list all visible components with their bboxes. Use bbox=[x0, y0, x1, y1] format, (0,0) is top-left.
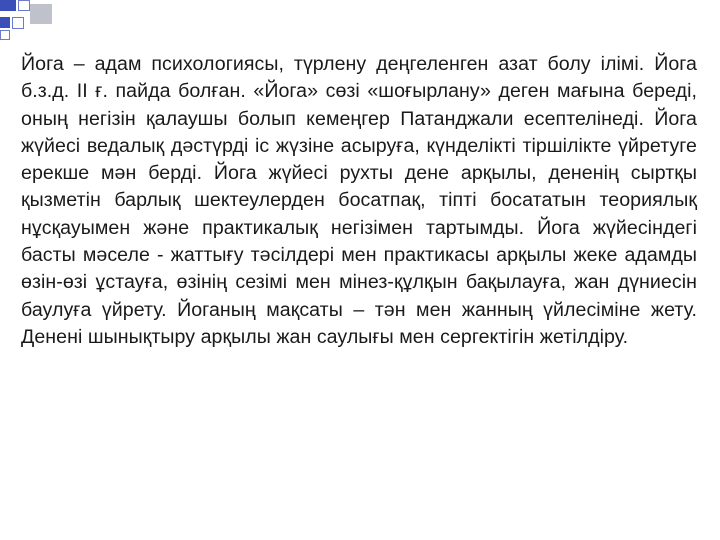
outline-square-decoration bbox=[18, 0, 30, 11]
outline-square-decoration bbox=[12, 17, 24, 29]
filled-square-decoration bbox=[0, 17, 10, 28]
slide-body-text: Йога – адам психологиясы, түрлену деңгеленген азат болу ілімі. Йога б.з.д. ІІ ғ. пайда болған. «Йога» сөзі «шоғырлану» деген мағына береді, оның негізін қалаушы болып кемеңгер Патанджали есептелінеді. Йога жүйесі ведалық дәстүрді іс жүзіне асыруға, күнделікті тіршілікте үйретуге ерекше мән берді. Йога жүйесі рухты дене арқылы, дененің сыртқы қызметін барлық шектеулерден босатпақ, тіпті босататын теориялық нұсқауымен және практикалық негізімен тартымды. Йога жүйесіндегі басты мәселе - жаттығу тәсілдері мен практикасы арқылы жеке адамды өзін-өзі ұстауға, өзінің сезімі мен мінез-құлқын бақылауға, жан дүниесін баулуға үйрету. Йоганың мақсаты – тән мен жанның үйлесіміне жету. Денені шынықтыру арқылы жан саулығы мен сергектігін жетілдіру. bbox=[21, 53, 697, 348]
gray-square-decoration bbox=[30, 4, 52, 24]
filled-square-decoration bbox=[0, 0, 16, 11]
corner-decoration bbox=[0, 0, 100, 40]
outline-square-decoration bbox=[0, 30, 10, 40]
